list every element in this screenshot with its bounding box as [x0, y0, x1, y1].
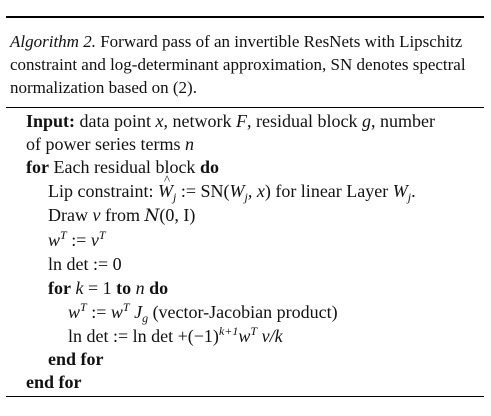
for-k-line: for k = 1 to n do [48, 278, 169, 298]
lndet-update-line: ln det := $\ln \det +(-1)^{k+1}w^T$ v/k [68, 324, 283, 346]
top-rule [6, 16, 484, 18]
lip-constraint-line: Lip constraint: ^ $W_j$ := $SN(W_j$, x) for linear Layer $W_j$. [48, 180, 416, 204]
draw-v-line: Draw v from N(0, I) [48, 205, 196, 226]
caption-label: Algorithm 2. [10, 32, 96, 51]
input-line-2: of power series terms n [26, 134, 194, 154]
input-line-1: Input: data point x, network F, residual block g, number [26, 111, 435, 131]
caption-text: Forward pass of an invertible ResNets with Lipschitz constraint and log-determinant approximation, SN denotes spectral normalization based on (2). [10, 32, 466, 97]
algorithm-caption [10, 30, 484, 99]
caption-rule [6, 107, 484, 108]
end-for-inner: end for [48, 349, 104, 369]
lndet-init-line: ln det := 0 [48, 254, 122, 274]
for-residual-block-line: for Each residual block do [26, 157, 219, 177]
wt-init-line: $w^T$ := $v^T$ [48, 228, 106, 250]
bottom-rule [6, 396, 484, 397]
w-hat-symbol: ^ W [158, 180, 173, 202]
vjp-line: $w^T$ := $w^T$ $J_g$ (vector-Jacobian product) [68, 300, 338, 325]
end-for-outer: end for [26, 372, 82, 392]
